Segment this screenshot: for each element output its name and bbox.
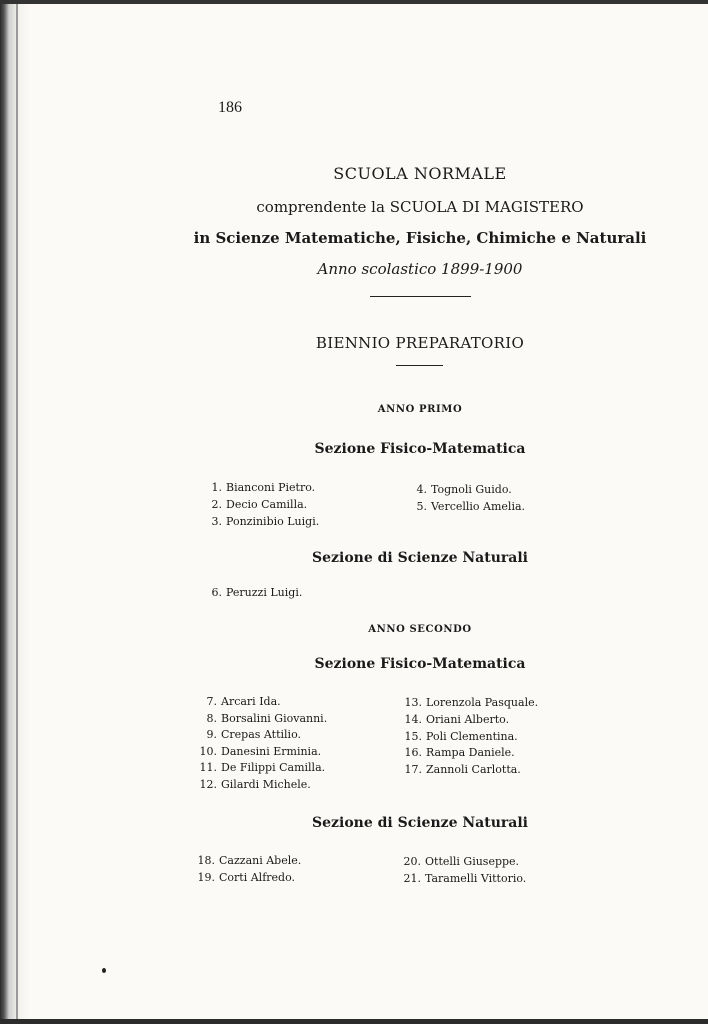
student-list-right [405, 481, 525, 515]
student-list-left [195, 694, 327, 794]
biennio-title: BIENNIO PREPARATORIO [315, 334, 525, 352]
list-item: 15. Poli Clementina. [404, 729, 518, 743]
top-page-edge [0, 0, 708, 4]
academic-year: Anno scolastico 1899-1900 [317, 260, 523, 278]
list-item: 3. Ponzinibio Luigi. [211, 515, 320, 528]
page-number: 186 [218, 99, 242, 116]
student-list-right [399, 853, 526, 887]
student-list-right [400, 695, 538, 779]
section-heading: Sezione Fisico-Matematica [314, 441, 526, 457]
list-item: 17. Zannoli Carlotta. [404, 763, 521, 777]
school-title: SCUOLA NORMALE [333, 164, 507, 183]
divider-rule [370, 296, 471, 297]
section-heading: Sezione di Scienze Naturali [312, 815, 528, 831]
list-item: 12. Gilardi Michele. [199, 777, 311, 791]
list-item: 11. De Filippi Camilla. [199, 761, 326, 775]
list-item: 16. Rampa Daniele. [404, 746, 515, 760]
list-item: 1. Bianconi Pietro. [211, 481, 316, 494]
list-item: 6. Peruzzi Luigi. [211, 586, 303, 599]
ink-mark [102, 968, 106, 973]
list-item: 4. Tognoli Guido. [416, 483, 512, 496]
year-heading-first: ANNO PRIMO [377, 404, 463, 415]
list-item: 20. Ottelli Giuseppe. [403, 855, 520, 868]
student-list-left [200, 479, 319, 530]
section-heading: Sezione Fisico-Matematica [314, 656, 526, 672]
book-spine-edge [0, 0, 30, 1024]
list-item: 19. Corti Alfredo. [197, 871, 296, 884]
bottom-page-edge [0, 1019, 708, 1024]
list-item: 21. Taramelli Vittorio. [403, 872, 527, 885]
school-subtitle: comprendente la SCUOLA DI MAGISTERO [256, 198, 584, 216]
year-heading-second: ANNO SECONDO [368, 624, 472, 635]
list-item: 13. Lorenzola Pasquale. [404, 696, 539, 709]
student-list-left [193, 852, 301, 886]
list-item: 14. Oriani Alberto. [404, 712, 510, 726]
list-item: 7. Arcari Ida. [206, 695, 281, 708]
spine-binding-line [16, 0, 18, 1024]
student-list-left [200, 584, 302, 601]
list-item: 18. Cazzani Abele. [197, 854, 302, 867]
list-item: 10. Danesini Erminia. [199, 744, 322, 758]
list-item: 2. Decio Camilla. [211, 498, 308, 511]
section-heading: Sezione di Scienze Naturali [312, 550, 528, 566]
divider-rule-short [396, 365, 443, 366]
sciences-title: in Scienze Matematiche, Fisiche, Chimiche e Naturali [193, 229, 647, 247]
list-item: 5. Vercellio Amelia. [416, 500, 526, 513]
list-item: 8. Borsalini Giovanni. [206, 711, 328, 725]
list-item: 9. Crepas Attilio. [206, 728, 301, 742]
